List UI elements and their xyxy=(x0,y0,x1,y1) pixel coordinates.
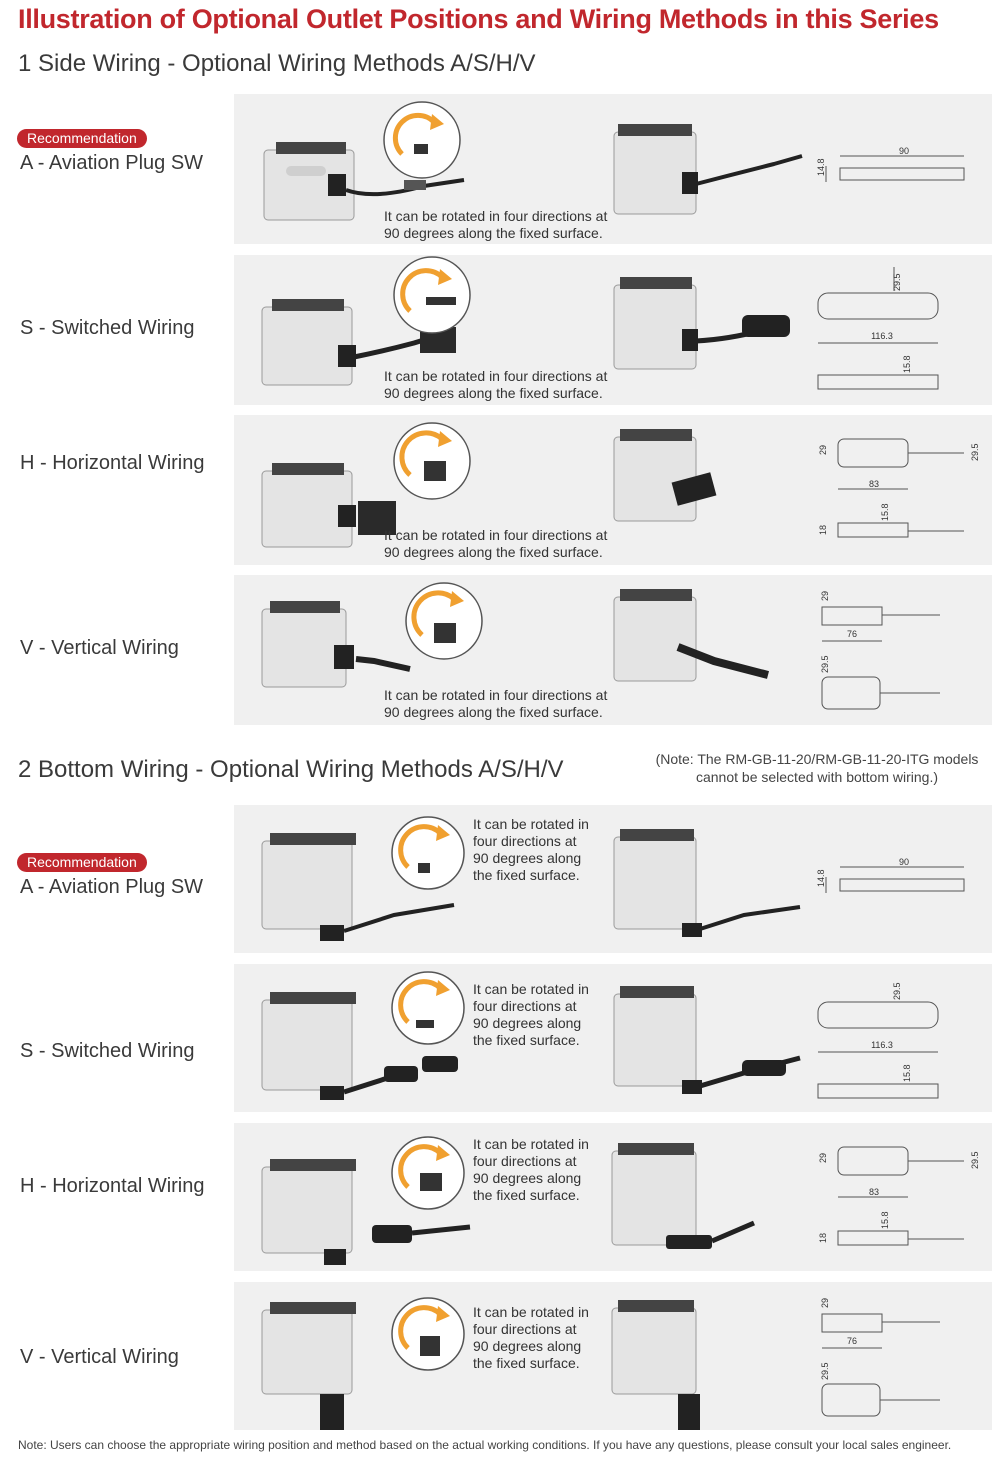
rotation-note xyxy=(473,816,603,884)
dim-label: 29.5 xyxy=(970,1151,980,1169)
side-row-horizontal xyxy=(0,415,1008,565)
dimension-drawing xyxy=(822,607,940,709)
module-device xyxy=(614,429,696,521)
rotation-note-line: 90 degrees along the fixed surface. xyxy=(384,385,603,401)
dim-label: 29.5 xyxy=(820,655,830,673)
dim-label: 116.3 xyxy=(871,1040,893,1050)
wiring-illustration xyxy=(234,1123,992,1271)
illustration-panel xyxy=(234,1282,992,1430)
rotation-note xyxy=(384,527,607,561)
module-device xyxy=(262,833,356,941)
dim-label: 18 xyxy=(818,524,828,535)
rotation-bubble xyxy=(392,1298,464,1370)
dim-label: 116.3 xyxy=(871,331,893,341)
rotation-bubble xyxy=(392,817,464,889)
rotation-note xyxy=(473,981,603,1049)
module-device xyxy=(262,601,354,687)
recommendation-badge: Recommendation xyxy=(17,129,147,148)
dim-label: 90 xyxy=(898,146,910,156)
row-label: H - Horizontal Wiring xyxy=(20,452,205,474)
rotation-bubble xyxy=(384,102,460,178)
dim-label: 14.8 xyxy=(816,158,826,176)
module-device xyxy=(614,277,698,369)
illustration-panel xyxy=(234,1123,992,1271)
row-label: A - Aviation Plug SW xyxy=(20,152,204,174)
dimension-drawing xyxy=(826,156,964,182)
rotation-note-line: the fixed surface. xyxy=(473,1355,580,1371)
dim-label: 76 xyxy=(846,629,858,639)
wiring-illustration xyxy=(234,94,992,244)
dim-label: 15.8 xyxy=(902,355,912,373)
dim-label: 29.5 xyxy=(820,1362,830,1380)
rotation-note-line: 90 degrees along the fixed surface. xyxy=(384,225,603,241)
illustration-panel xyxy=(234,415,992,565)
dim-label: 29.5 xyxy=(892,273,902,291)
rotation-note-line: 90 degrees along xyxy=(473,850,582,866)
rotation-note-line: It can be rotated in four directions at xyxy=(384,527,608,543)
bottom-row-vertical xyxy=(0,1282,1008,1430)
rotation-note-line: 90 degrees along xyxy=(473,1015,582,1031)
module-device xyxy=(612,1143,696,1245)
dim-label: 29.5 xyxy=(970,443,980,461)
module-device xyxy=(264,142,354,220)
rotation-note-line: It can be rotated in xyxy=(473,816,589,832)
rotation-note-line: 90 degrees along the fixed surface. xyxy=(384,704,603,720)
module-device xyxy=(262,463,356,547)
dimension-drawing xyxy=(818,1002,938,1098)
module-device xyxy=(614,986,702,1094)
rotation-note-line: It can be rotated in four directions at xyxy=(384,208,608,224)
module-device xyxy=(262,299,356,385)
dimension-drawing xyxy=(838,439,964,537)
rotation-note xyxy=(473,1304,603,1372)
dim-label: 15.8 xyxy=(880,503,890,521)
module-device xyxy=(262,992,356,1100)
module-device xyxy=(614,589,696,681)
row-label: V - Vertical Wiring xyxy=(20,1346,179,1368)
dim-label: 29 xyxy=(820,590,830,601)
dimension-drawing xyxy=(826,867,964,893)
illustration-panel xyxy=(234,964,992,1112)
wiring-illustration xyxy=(234,415,992,565)
dim-label: 15.8 xyxy=(880,1211,890,1229)
dimension-drawing xyxy=(838,1147,964,1245)
row-label: S - Switched Wiring xyxy=(20,317,195,339)
rotation-bubble xyxy=(394,257,470,333)
section-heading-bottom: 2 Bottom Wiring - Optional Wiring Methods A/S/H/V xyxy=(18,756,564,783)
dim-label: 29 xyxy=(818,444,828,455)
rotation-note-line: the fixed surface. xyxy=(473,1187,580,1203)
module-device xyxy=(614,829,702,937)
rotation-note-line: It can be rotated in xyxy=(473,981,589,997)
side-row-switched xyxy=(0,255,1008,405)
module-device xyxy=(262,1159,356,1265)
wiring-illustration xyxy=(234,964,992,1112)
rotation-note-line: 90 degrees along xyxy=(473,1170,582,1186)
side-row-vertical xyxy=(0,575,1008,725)
dim-label: 29.5 xyxy=(892,982,902,1000)
module-device xyxy=(262,1302,356,1394)
rotation-note-line: It can be rotated in xyxy=(473,1136,589,1152)
rotation-note-line: the fixed surface. xyxy=(473,1032,580,1048)
dim-label: 14.8 xyxy=(816,869,826,887)
rotation-bubble xyxy=(392,972,464,1044)
module-device xyxy=(612,1300,696,1394)
rotation-note-line: It can be rotated in four directions at xyxy=(384,687,608,703)
page-title: Illustration of Optional Outlet Positions and Wiring Methods in this Series xyxy=(18,4,939,34)
model-note-line: cannot be selected with bottom wiring.) xyxy=(695,769,938,785)
module-device xyxy=(614,124,698,214)
model-note xyxy=(646,750,988,786)
rotation-note-line: the fixed surface. xyxy=(473,867,580,883)
rotation-note xyxy=(384,368,607,402)
row-label: H - Horizontal Wiring xyxy=(20,1175,205,1197)
rotation-bubble xyxy=(394,423,470,499)
bottom-row-switched xyxy=(0,964,1008,1112)
dimension-drawing xyxy=(818,267,938,389)
rotation-note-line: four directions at xyxy=(473,833,577,849)
rotation-note xyxy=(384,687,607,721)
wiring-illustration xyxy=(234,255,992,405)
bottom-row-horizontal xyxy=(0,1123,1008,1271)
rotation-note-line: four directions at xyxy=(473,998,577,1014)
rotation-note-line: It can be rotated in four directions at xyxy=(384,368,608,384)
rotation-note-line: 90 degrees along the fixed surface. xyxy=(384,544,603,560)
side-row-aviation xyxy=(0,94,1008,244)
dim-label: 29 xyxy=(820,1297,830,1308)
row-label: A - Aviation Plug SW xyxy=(20,876,204,898)
wiring-illustration xyxy=(234,1282,992,1430)
rotation-note-line: four directions at xyxy=(473,1153,577,1169)
dim-label: 83 xyxy=(868,1187,880,1197)
model-note-line: (Note: The RM-GB-11-20/RM-GB-11-20-ITG models xyxy=(655,751,979,767)
illustration-panel xyxy=(234,575,992,725)
rotation-note xyxy=(473,1136,603,1204)
illustration-panel xyxy=(234,94,992,244)
bottom-row-aviation xyxy=(0,805,1008,953)
row-label: V - Vertical Wiring xyxy=(20,637,179,659)
dim-label: 83 xyxy=(868,479,880,489)
rotation-note-line: four directions at xyxy=(473,1321,577,1337)
dimension-drawing xyxy=(822,1314,940,1416)
dim-label: 76 xyxy=(846,1336,858,1346)
footnote: Note: Users can choose the appropriate wiring position and method based on the actual working conditions. If you have any questions, please consult your local sales engineer. xyxy=(18,1438,952,1452)
dim-label: 29 xyxy=(818,1152,828,1163)
rotation-note xyxy=(384,208,607,242)
dim-label: 15.8 xyxy=(902,1064,912,1082)
wiring-illustration xyxy=(234,805,992,953)
row-label: S - Switched Wiring xyxy=(20,1040,195,1062)
rotation-note-line: It can be rotated in xyxy=(473,1304,589,1320)
rotation-bubble xyxy=(392,1137,464,1209)
illustration-panel xyxy=(234,805,992,953)
recommendation-badge: Recommendation xyxy=(17,853,147,872)
wiring-illustration xyxy=(234,575,992,725)
rotation-note-line: 90 degrees along xyxy=(473,1338,582,1354)
rotation-bubble xyxy=(406,583,482,659)
illustration-panel xyxy=(234,255,992,405)
section-heading-side: 1 Side Wiring - Optional Wiring Methods A/S/H/V xyxy=(18,50,536,77)
dim-label: 90 xyxy=(898,857,910,867)
dim-label: 18 xyxy=(818,1232,828,1243)
